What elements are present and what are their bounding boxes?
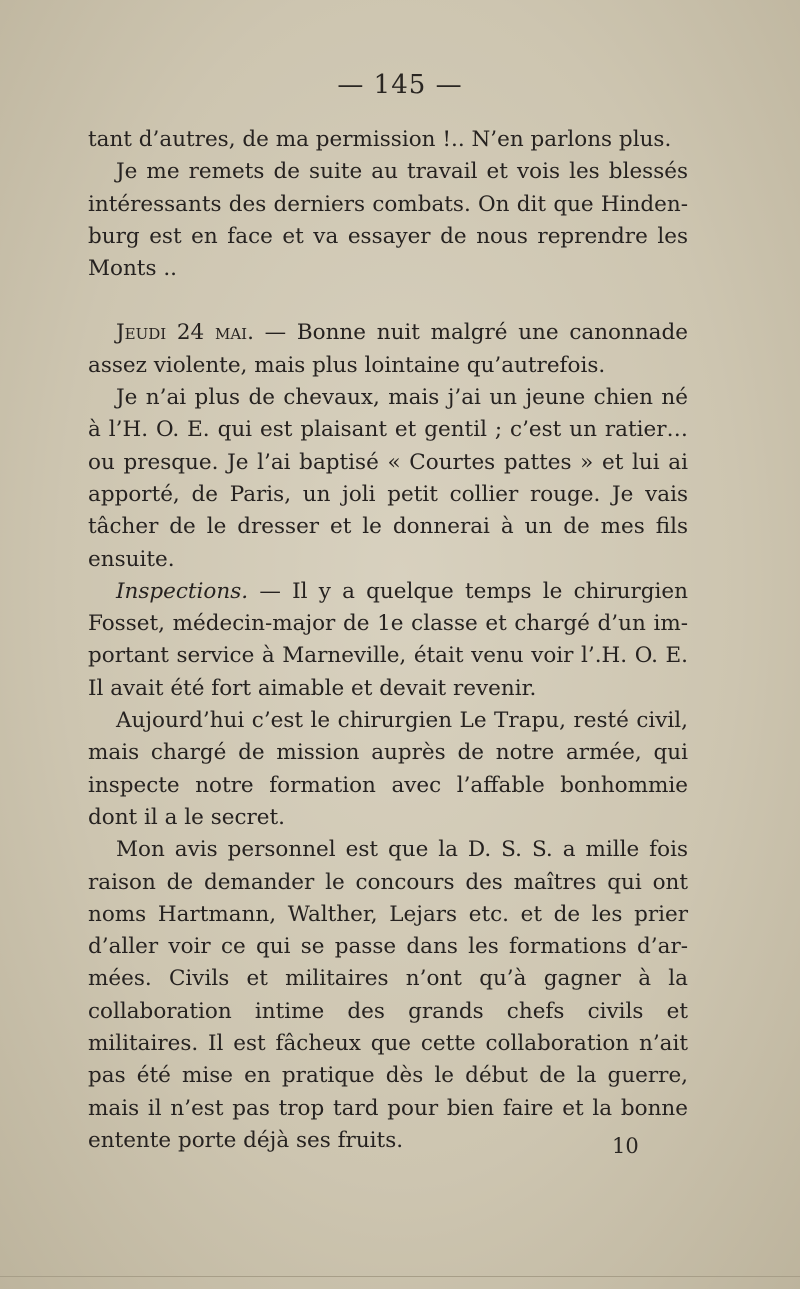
paragraph-dated-entry bbox=[88, 317, 688, 382]
section-title: Inspections. bbox=[116, 578, 249, 604]
paragraph: Je n’ai plus de chevaux, mais j’ai un jeune chien né à l’H. O. E. qui est plaisant et gentil ; c’est un ratier… ou presque. Je l’ai baptisé « Courtes pattes » et lui ai apporté, de Paris, un joli petit collier rouge. Je vais tâcher de le dresser et le donnerai à un de mes fils ensuite. bbox=[88, 385, 688, 572]
section-text: — Il y a quelque temps le chirurgien Fosset, médecin-major de 1e classe et chargé d’un important service à Marneville, était venu voir l’.H. O. E. Il avait été fort aimable et devait revenir. bbox=[88, 578, 688, 701]
entry-date: Jeudi 24 mai. bbox=[116, 320, 254, 346]
page-body bbox=[88, 124, 688, 1157]
page-number-header: — 145 — bbox=[337, 70, 463, 100]
paragraph: tant d’autres, de ma permission !.. N’en parlons plus. bbox=[88, 127, 672, 152]
paragraph: Aujourd’hui c’est le chirurgien Le Trapu, resté civil, mais chargé de mission auprès de notre armée, qui inspecte notre formation avec l’affable bonhommie dont il a le secret. bbox=[88, 708, 688, 830]
paragraph: Je me remets de suite au travail et vois les blessés intéressants des derniers combats. On dit que Hindenburg est en face et va essayer de nous reprendre les Monts .. bbox=[88, 159, 688, 282]
paragraph-section bbox=[88, 576, 688, 705]
page-edge-line bbox=[0, 1276, 800, 1277]
entry-text: — Bonne nuit malgré une canonnade assez violente, mais plus lointaine qu’autrefois. bbox=[88, 320, 688, 378]
signature-mark: 10 bbox=[612, 1134, 639, 1158]
paragraph: Mon avis personnel est que la D. S. S. a mille fois raison de demander le concours des maîtres qui ont noms Hartmann, Walther, Lejars etc. et de les prier d’aller voir ce qui se passe dans les formations d’armées. Civils et militaires n’ont qu’à gagner à la collaboration intime des grands chefs civils et militaires. Il est fâcheux que cette collaboration n’ait pas été mise en pratique dès le début de la guerre, mais il n’est pas trop tard pour bien faire et la bonne entente porte déjà ses fruits. bbox=[88, 837, 688, 1153]
